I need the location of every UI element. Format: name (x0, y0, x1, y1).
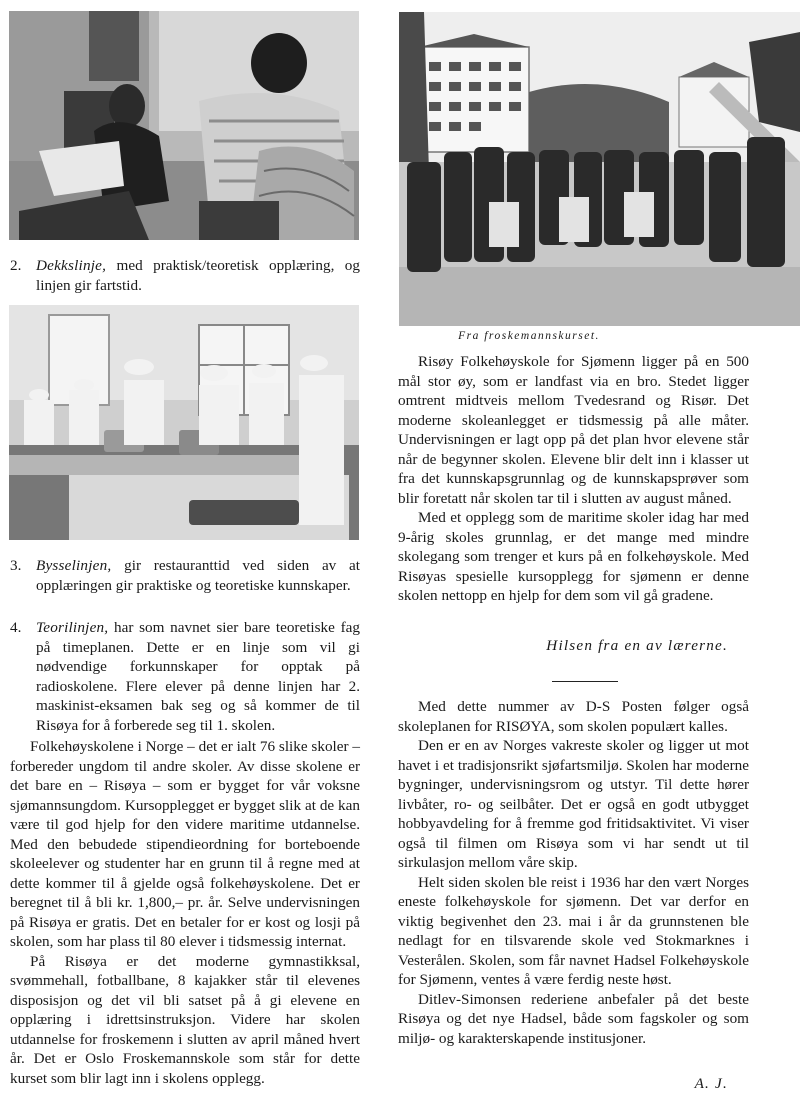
list-item-text: med praktisk/teoretisk opplæring, og linjen gir fartstid. (36, 257, 360, 294)
frogman-course-photo (399, 12, 800, 326)
list-item-text: har som navnet sier bare teoretiske fag på timeplanen. Dette er en linje som vil gi nødvendige forkunnskaper for opptak på radioskolene. Flere elever på denne linjen har 2. maskinist-eksamen bak seg og så kommer de til Risøya for å forberede seg til 1. skolen. (36, 619, 360, 734)
paragraph: Risøy Folkehøyskole for Sjømenn ligger på en 500 mål stor øy, som er landfast via en bro. Stedet ligger omtrent midtveis mellom Tvedesrand og Risør. Det moderne skoleanlegget er tidsmessig på alle måter. Undervisningen er lagt opp på det plan hvor elevene står når de begynner skolen. Elevene blir delt inn i klasser ut fra det kunnskapsgrunnlag og de kunnskapsprøver som blir foretatt når skolen tar til i slutten av august måned. (398, 353, 749, 507)
paragraph: Den er en av Norges vakreste skoler og ligger ut mot havet i et tradisjonsrikt sjøfartsmiljø. Skolen har moderne bygninger, undervisningsrom og utstyr. Til dette hører livbåter, ro- og seilbåter. Det er også en godt utbygget hobbyavdeling for å fremme god fritidsaktivitet. Vi viser også til filmen om Risøya som vi har sendt ut til sirkulasjon mellom våre skip. (398, 737, 749, 871)
right-body-text-bottom (398, 697, 749, 1048)
teacher-signature: Hilsen fra en av lærerne. (546, 637, 728, 654)
paragraph: Folkehøyskolene i Norge – det er ialt 76 slike skoler – forbereder ungdom til andre skoler. Av disse skolene er det bare en – Risøya – som er bygget for vår voksne sjømannsungdom. Kursopplegget er bygget slik at de kan være til god hjelp for den videre maritime utdannelse. Med den bebudede stipendieordning for borteboende skoleelever og studenter har en grunn til å regne med at dette kommer til å gjelde også folkehøyskolene. Det er beregnet til å bli kr. 1,800,– pr. år. Selve undervisningen på Risøya er gratis. Det en betaler for er kost og losji på skolen, som har plass til 80 elever i tidsmessig internat. (10, 738, 360, 950)
list-number: 2. (10, 257, 22, 274)
divider (552, 681, 618, 682)
paragraph: Helt siden skolen ble reist i 1936 har den vært Norges eneste folkehøyskole for sjømenn. Det var derfor en viktig begivenhet den 23. mai i år da grunnstenen ble nedlagt for en tilsvarende skole ved Stokmarknes i Vesterålen. Skolen, som får navnet Hadsel Folkehøyskole for Sjømenn, ventes å være ferdig neste høst. (398, 873, 749, 988)
galley-line-photo (9, 305, 359, 540)
list-item-text: gir restauranttid ved siden av at opplæringen gir praktiske og teoretiske kunnskaper. (36, 557, 360, 594)
list-number: 4. (10, 619, 22, 636)
list-number: 3. (10, 557, 22, 574)
list-item-title: Dekkslinje, (36, 257, 107, 274)
right-body-text-top (398, 352, 749, 606)
list-item-title: Bysselinjen, (36, 557, 112, 574)
deck-line-photo (9, 11, 359, 240)
paragraph: Med et opplegg som de maritime skoler idag har med 9-årig skoles grunnlag, er det mange med mindre skolegang som trenger et kurs på en folkehøyskole. Med Risøyas spesielle kursopplegg for sjømenn er denne skolen nettopp en hjelp for dem som vil gå gradene. (398, 509, 749, 604)
author-initials: A. J. (694, 1075, 728, 1092)
paragraph: På Risøya er det moderne gymnastikksal, svømmehall, fotballbane, 8 kajakker står til elevenes disposisjon og det vil bli satset på å gi elevene en opplæring i idrettsinstruksjon. Videre har skolen utdannelse for froskemenn i slutten av april måned hvert år. Det er Oslo Froskemannskole som står for dette kurset som blir lagt inn i skolens opplegg. (10, 952, 360, 1087)
frogman-photo-caption: Fra froskemannskurset. (458, 330, 600, 342)
left-body-text (10, 737, 360, 1088)
list-item-deck-line (10, 256, 360, 296)
list-item-galley-line (10, 556, 360, 616)
paragraph: Ditlev-Simonsen rederiene anbefaler på det beste Risøya og det nye Hadsel, både som fagskoler og som miljø- og karakterskapende institusjoner. (398, 990, 749, 1047)
paragraph: Med dette nummer av D-S Posten følger også skoleplanen for RISØYA, som skolen populært kalles. (398, 698, 749, 735)
list-item-theory-line (10, 618, 360, 734)
list-item-title: Teorilinjen, (36, 619, 109, 636)
